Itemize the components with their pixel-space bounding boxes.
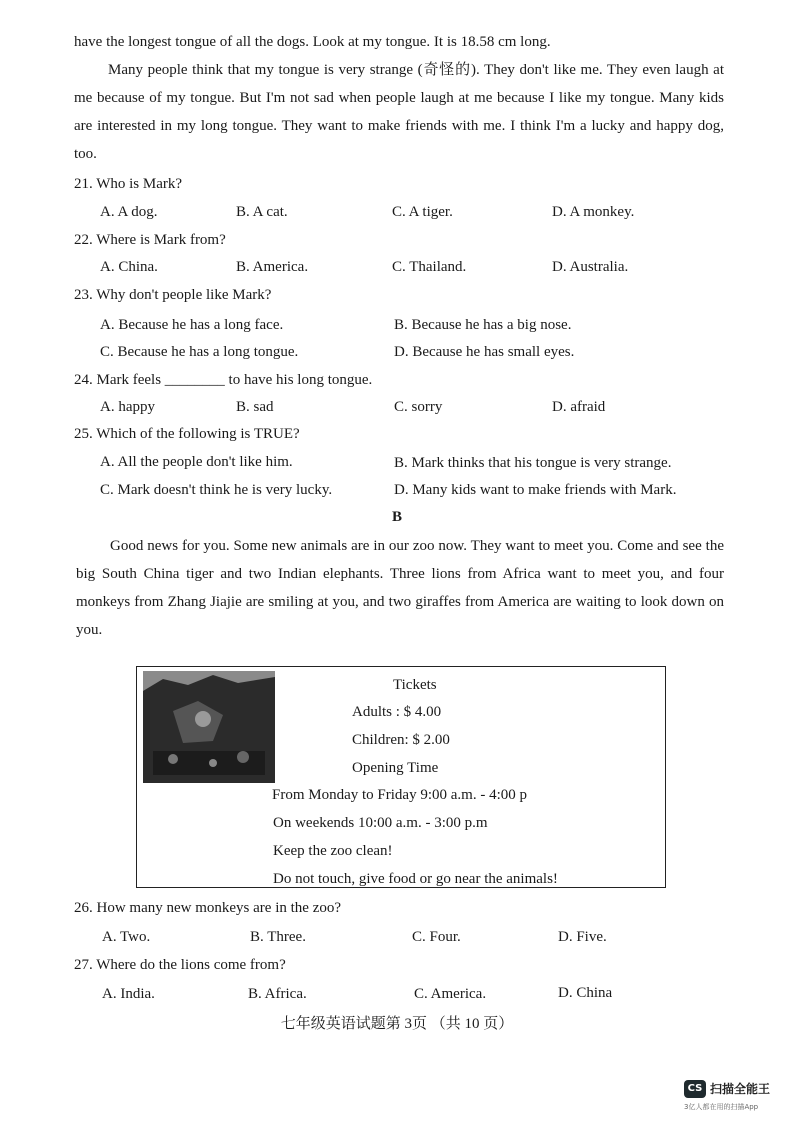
question-27-stem: 27. Where do the lions come from?	[74, 957, 286, 973]
q21-option-d[interactable]: D. A monkey.	[552, 204, 635, 220]
q22-option-a[interactable]: A. China.	[100, 259, 158, 275]
scanner-app-name: 扫描全能王	[710, 1082, 771, 1096]
keep-clean-notice: Keep the zoo clean!	[273, 843, 393, 859]
passage-a-paragraph	[74, 56, 724, 168]
q25-option-a[interactable]: A. All the people don't like him.	[100, 454, 293, 470]
q21-option-b[interactable]: B. A cat.	[236, 204, 288, 220]
q27-option-b[interactable]: B. Africa.	[248, 986, 307, 1002]
opening-time-heading: Opening Time	[352, 760, 439, 776]
weekend-hours: On weekends 10:00 a.m. - 3:00 p.m	[273, 815, 488, 831]
passage-a-line-1: have the longest tongue of all the dogs. Look at my tongue. It is 18.58 cm long.	[74, 34, 551, 50]
zoo-ticket-notice	[136, 666, 666, 888]
section-b-label: B	[392, 509, 403, 525]
question-24-stem: 24. Mark feels ________ to have his long tongue.	[74, 372, 373, 388]
q23-option-b[interactable]: B. Because he has a big nose.	[394, 317, 572, 333]
q25-option-d[interactable]: D. Many kids want to make friends with Mark.	[394, 482, 677, 498]
weekday-hours: From Monday to Friday 9:00 a.m. - 4:00 p	[272, 787, 527, 803]
scanner-watermark	[684, 1080, 784, 1120]
q23-option-a[interactable]: A. Because he has a long face.	[100, 317, 284, 333]
passage-b-text: Good news for you. Some new animals are in our zoo now. They want to meet you. Come and see the big South China tiger and two Indian elephants. Three lions from Africa want to meet you, and four monkeys from Zhang Jiajie are smiling at you, and two giraffes from America are waiting to look down on you.	[76, 538, 724, 638]
q25-option-c[interactable]: C. Mark doesn't think he is very lucky.	[100, 482, 333, 498]
question-22-stem: 22. Where is Mark from?	[74, 232, 226, 248]
q24-option-c[interactable]: C. sorry	[394, 399, 443, 415]
q24-option-d[interactable]: D. afraid	[552, 399, 606, 415]
question-25-stem: 25. Which of the following is TRUE?	[74, 426, 300, 442]
animal-rules: Do not touch, give food or go near the animals!	[273, 871, 558, 887]
q22-option-c[interactable]: C. Thailand.	[392, 259, 467, 275]
question-21-stem: 21. Who is Mark?	[74, 176, 183, 192]
child-price: Children: $ 2.00	[352, 732, 450, 748]
q24-option-b[interactable]: B. sad	[236, 399, 274, 415]
zoo-photo	[143, 671, 275, 783]
page-footer: 七年级英语试题第 3页 （共 10 页）	[280, 1016, 514, 1032]
q27-option-c[interactable]: C. America.	[414, 986, 487, 1002]
zoo-photo-image	[143, 671, 275, 783]
q22-option-b[interactable]: B. America.	[236, 259, 309, 275]
camscanner-logo-icon: CS	[684, 1080, 706, 1098]
q21-option-a[interactable]: A. A dog.	[100, 204, 158, 220]
q21-option-c[interactable]: C. A tiger.	[392, 204, 453, 220]
passage-b-paragraph	[76, 532, 724, 644]
tickets-heading: Tickets	[393, 677, 437, 693]
passage-a-para-2: Many people think that my tongue is very strange (奇怪的). They don't like me. They even laugh at me because of my tongue. But I'm not sad when people laugh at me because I like my tongue. Many kids are interested in my long tongue. They want to make friends with me. I think I'm a lucky and happy dog, too.	[74, 62, 724, 162]
q26-option-d[interactable]: D. Five.	[558, 929, 607, 945]
q22-option-d[interactable]: D. Australia.	[552, 259, 629, 275]
q26-option-c[interactable]: C. Four.	[412, 929, 461, 945]
q27-option-a[interactable]: A. India.	[102, 986, 155, 1002]
question-26-stem: 26. How many new monkeys are in the zoo?	[74, 900, 342, 916]
q25-option-b[interactable]: B. Mark thinks that his tongue is very strange.	[394, 455, 672, 471]
q26-option-b[interactable]: B. Three.	[250, 929, 306, 945]
q24-option-a[interactable]: A. happy	[100, 399, 155, 415]
question-23-stem: 23. Why don't people like Mark?	[74, 287, 272, 303]
adult-price: Adults : $ 4.00	[352, 704, 442, 720]
q27-option-d[interactable]: D. China	[558, 985, 613, 1001]
q23-option-c[interactable]: C. Because he has a long tongue.	[100, 344, 299, 360]
q23-option-d[interactable]: D. Because he has small eyes.	[394, 344, 575, 360]
scanner-tagline: 3亿人都在用的扫描App	[684, 1103, 759, 1111]
q26-option-a[interactable]: A. Two.	[102, 929, 151, 945]
